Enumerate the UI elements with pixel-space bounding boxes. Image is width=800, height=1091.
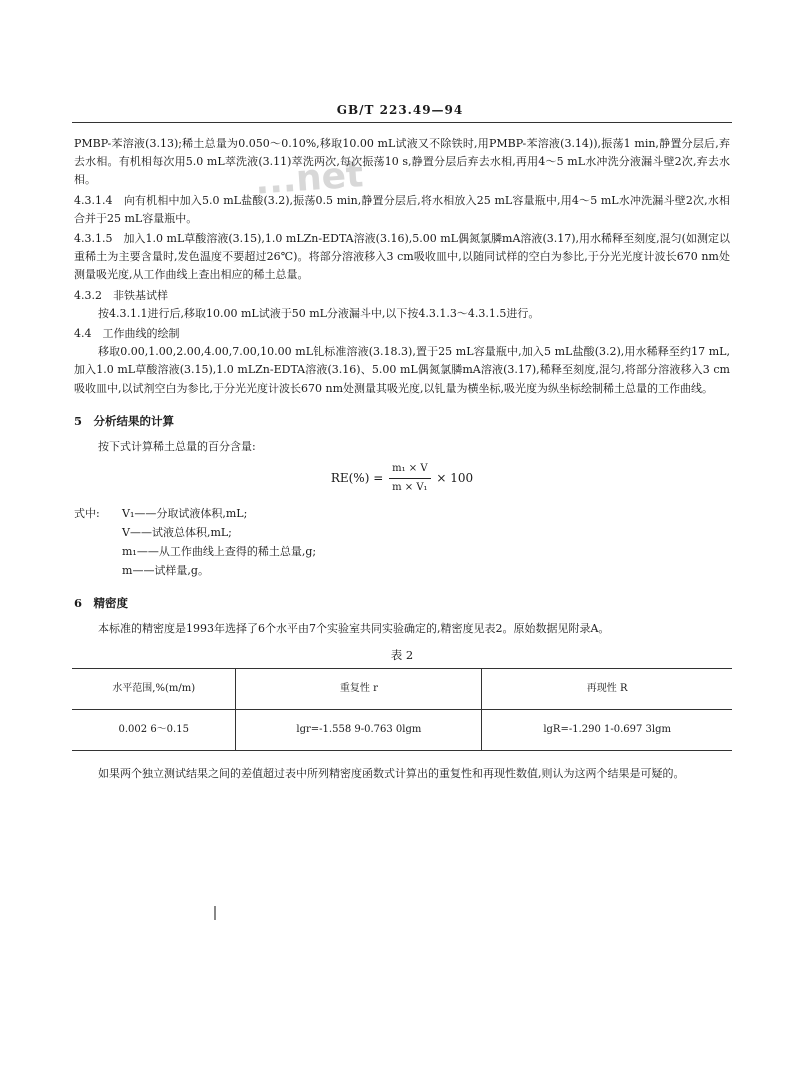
table-cell: 0.002 6～0.15 bbox=[72, 710, 236, 751]
definition-lead bbox=[74, 542, 122, 561]
definition-row bbox=[74, 561, 730, 580]
section-5-heading: 5 分析结果的计算 bbox=[74, 413, 175, 428]
table-cell: lgR=-1.290 1-0.697 3lgm bbox=[482, 710, 732, 751]
watermark: ...net bbox=[253, 154, 365, 203]
clause-number: 4.3.1.4 bbox=[74, 193, 113, 207]
section-5-intro: 按下式计算稀土总量的百分含量: bbox=[98, 440, 256, 454]
calculation-formula bbox=[74, 460, 730, 497]
definition-text: ——试样量,g。 bbox=[132, 563, 209, 577]
clause-number: 4.3.1.5 bbox=[74, 232, 113, 246]
clause-4-4-text: 移取0.00,1.00,2.00,4.00,7.00,10.00 mL钆标准溶液(3.18.3),置于25 mL容量瓶中,加入5 mL盐酸(3.2),用水稀释至约17 mL,加入1.0 mL草酸溶液(3.15),1.0 mLZn-EDTA溶液(3.16)、5.00 mL偶氮氯膦mA溶液(3.17),稀释至刻度,混匀,将部分溶液移入3 cm吸收皿中,以试剂空白为参比,于分光光度计波长670 nm处测量其吸光度,以钆量为横坐标,吸光度为纵坐标绘制稀土总量的工作曲线。 bbox=[74, 345, 730, 395]
section-6-text: 本标准的精密度是1993年选择了6个水平由7个实验室共同实验确定的,精密度见表2。原始数据见附录A。 bbox=[98, 621, 610, 635]
formula-fraction bbox=[389, 460, 430, 497]
column-header: 再现性 R bbox=[482, 669, 732, 710]
paragraph-continued: PMBP-苯溶液(3.13);稀土总量为0.050～0.10%,移取10.00 mL试液又不除铁时,用PMBP-苯溶液(3.14)),振荡1 min,静置分层后,弃去水相。有机相每次用5.0 mL萃洗液(3.11)萃洗两次,每次振荡10 s,静置分层后弃去水相,再用4～5 mL水冲洗分液漏斗壁2次,弃去水相。 bbox=[74, 137, 730, 187]
closing-paragraph: 如果两个独立测试结果之间的差值超过表中所列精密度函数式计算出的重复性和再现性数值,则认为这两个结果是可疑的。 bbox=[98, 767, 685, 781]
clause-text: 加入1.0 mL草酸溶液(3.15),1.0 mLZn-EDTA溶液(3.16),5.00 mL偶氮氯膦mA溶液(3.17),用水稀释至刻度,混匀(如测定以重稀土为主要含量时,发色温度不要超过26℃)。将部分溶液移入3 cm吸收皿中,以随同试样的空白为参比,于分光光度计波长670 nm处测量吸光度,从工作曲线上查出相应的稀土总量。 bbox=[74, 232, 730, 282]
definition-row bbox=[74, 523, 730, 542]
clause-title: 非铁基试样 bbox=[113, 288, 168, 302]
section-6-heading: 6 精密度 bbox=[74, 595, 129, 610]
definition-text: ——从工作曲线上查得的稀土总量,g; bbox=[136, 544, 317, 558]
table-row bbox=[72, 710, 732, 751]
clause-title: 工作曲线的绘制 bbox=[102, 327, 180, 341]
definition-row bbox=[74, 504, 730, 523]
definition-symbol: m₁ bbox=[122, 544, 137, 558]
standard-number-header: GB/T 223.49—94 bbox=[336, 103, 464, 117]
formula-denominator: m × V₁ bbox=[392, 482, 428, 494]
symbol-definitions bbox=[74, 504, 730, 580]
formula-lhs: RE(%) = bbox=[330, 471, 384, 486]
table-caption: 表 2 bbox=[390, 648, 414, 663]
clause-4-4-heading bbox=[74, 325, 730, 343]
formula-numerator: m₁ × V bbox=[389, 460, 430, 479]
scan-mark bbox=[214, 906, 216, 920]
definition-symbol: m bbox=[122, 563, 133, 577]
column-header: 重复性 r bbox=[236, 669, 482, 710]
clause-4-3-1-4 bbox=[74, 192, 730, 228]
definition-symbol: V bbox=[122, 525, 130, 539]
definition-lead bbox=[74, 523, 122, 542]
clause-text: 向有机相中加入5.0 mL盐酸(3.2),振荡0.5 min,静置分层后,将水相放入25 mL容量瓶中,用4～5 mL水冲洗漏斗壁2次,水相合并于25 mL容量瓶中。 bbox=[74, 193, 730, 225]
formula-tail: × 100 bbox=[436, 471, 474, 486]
table-header-row bbox=[72, 669, 732, 710]
column-header: 水平范围,%(m/m) bbox=[72, 669, 236, 710]
definition-lead bbox=[74, 561, 122, 580]
header-rule bbox=[72, 122, 732, 123]
clause-4-3-2-heading bbox=[74, 287, 730, 305]
clause-number: 4.3.2 bbox=[74, 288, 102, 302]
clause-4-3-2-text: 按4.3.1.1进行后,移取10.00 mL试液于50 mL分液漏斗中,以下按4.3.1.3～4.3.1.5进行。 bbox=[98, 306, 540, 320]
document-body bbox=[74, 135, 730, 783]
definition-text: ——试液总体积,mL; bbox=[129, 525, 232, 539]
precision-table bbox=[72, 668, 732, 751]
definition-lead: 式中: bbox=[74, 506, 100, 520]
clause-4-3-1-5 bbox=[74, 230, 730, 285]
definition-symbol: V₁ bbox=[122, 506, 135, 520]
table-cell: lgr=-1.558 9-0.763 0lgm bbox=[236, 710, 482, 751]
definition-row bbox=[74, 542, 730, 561]
definition-text: ——分取试液体积,mL; bbox=[134, 506, 248, 520]
clause-number: 4.4 bbox=[74, 327, 92, 341]
